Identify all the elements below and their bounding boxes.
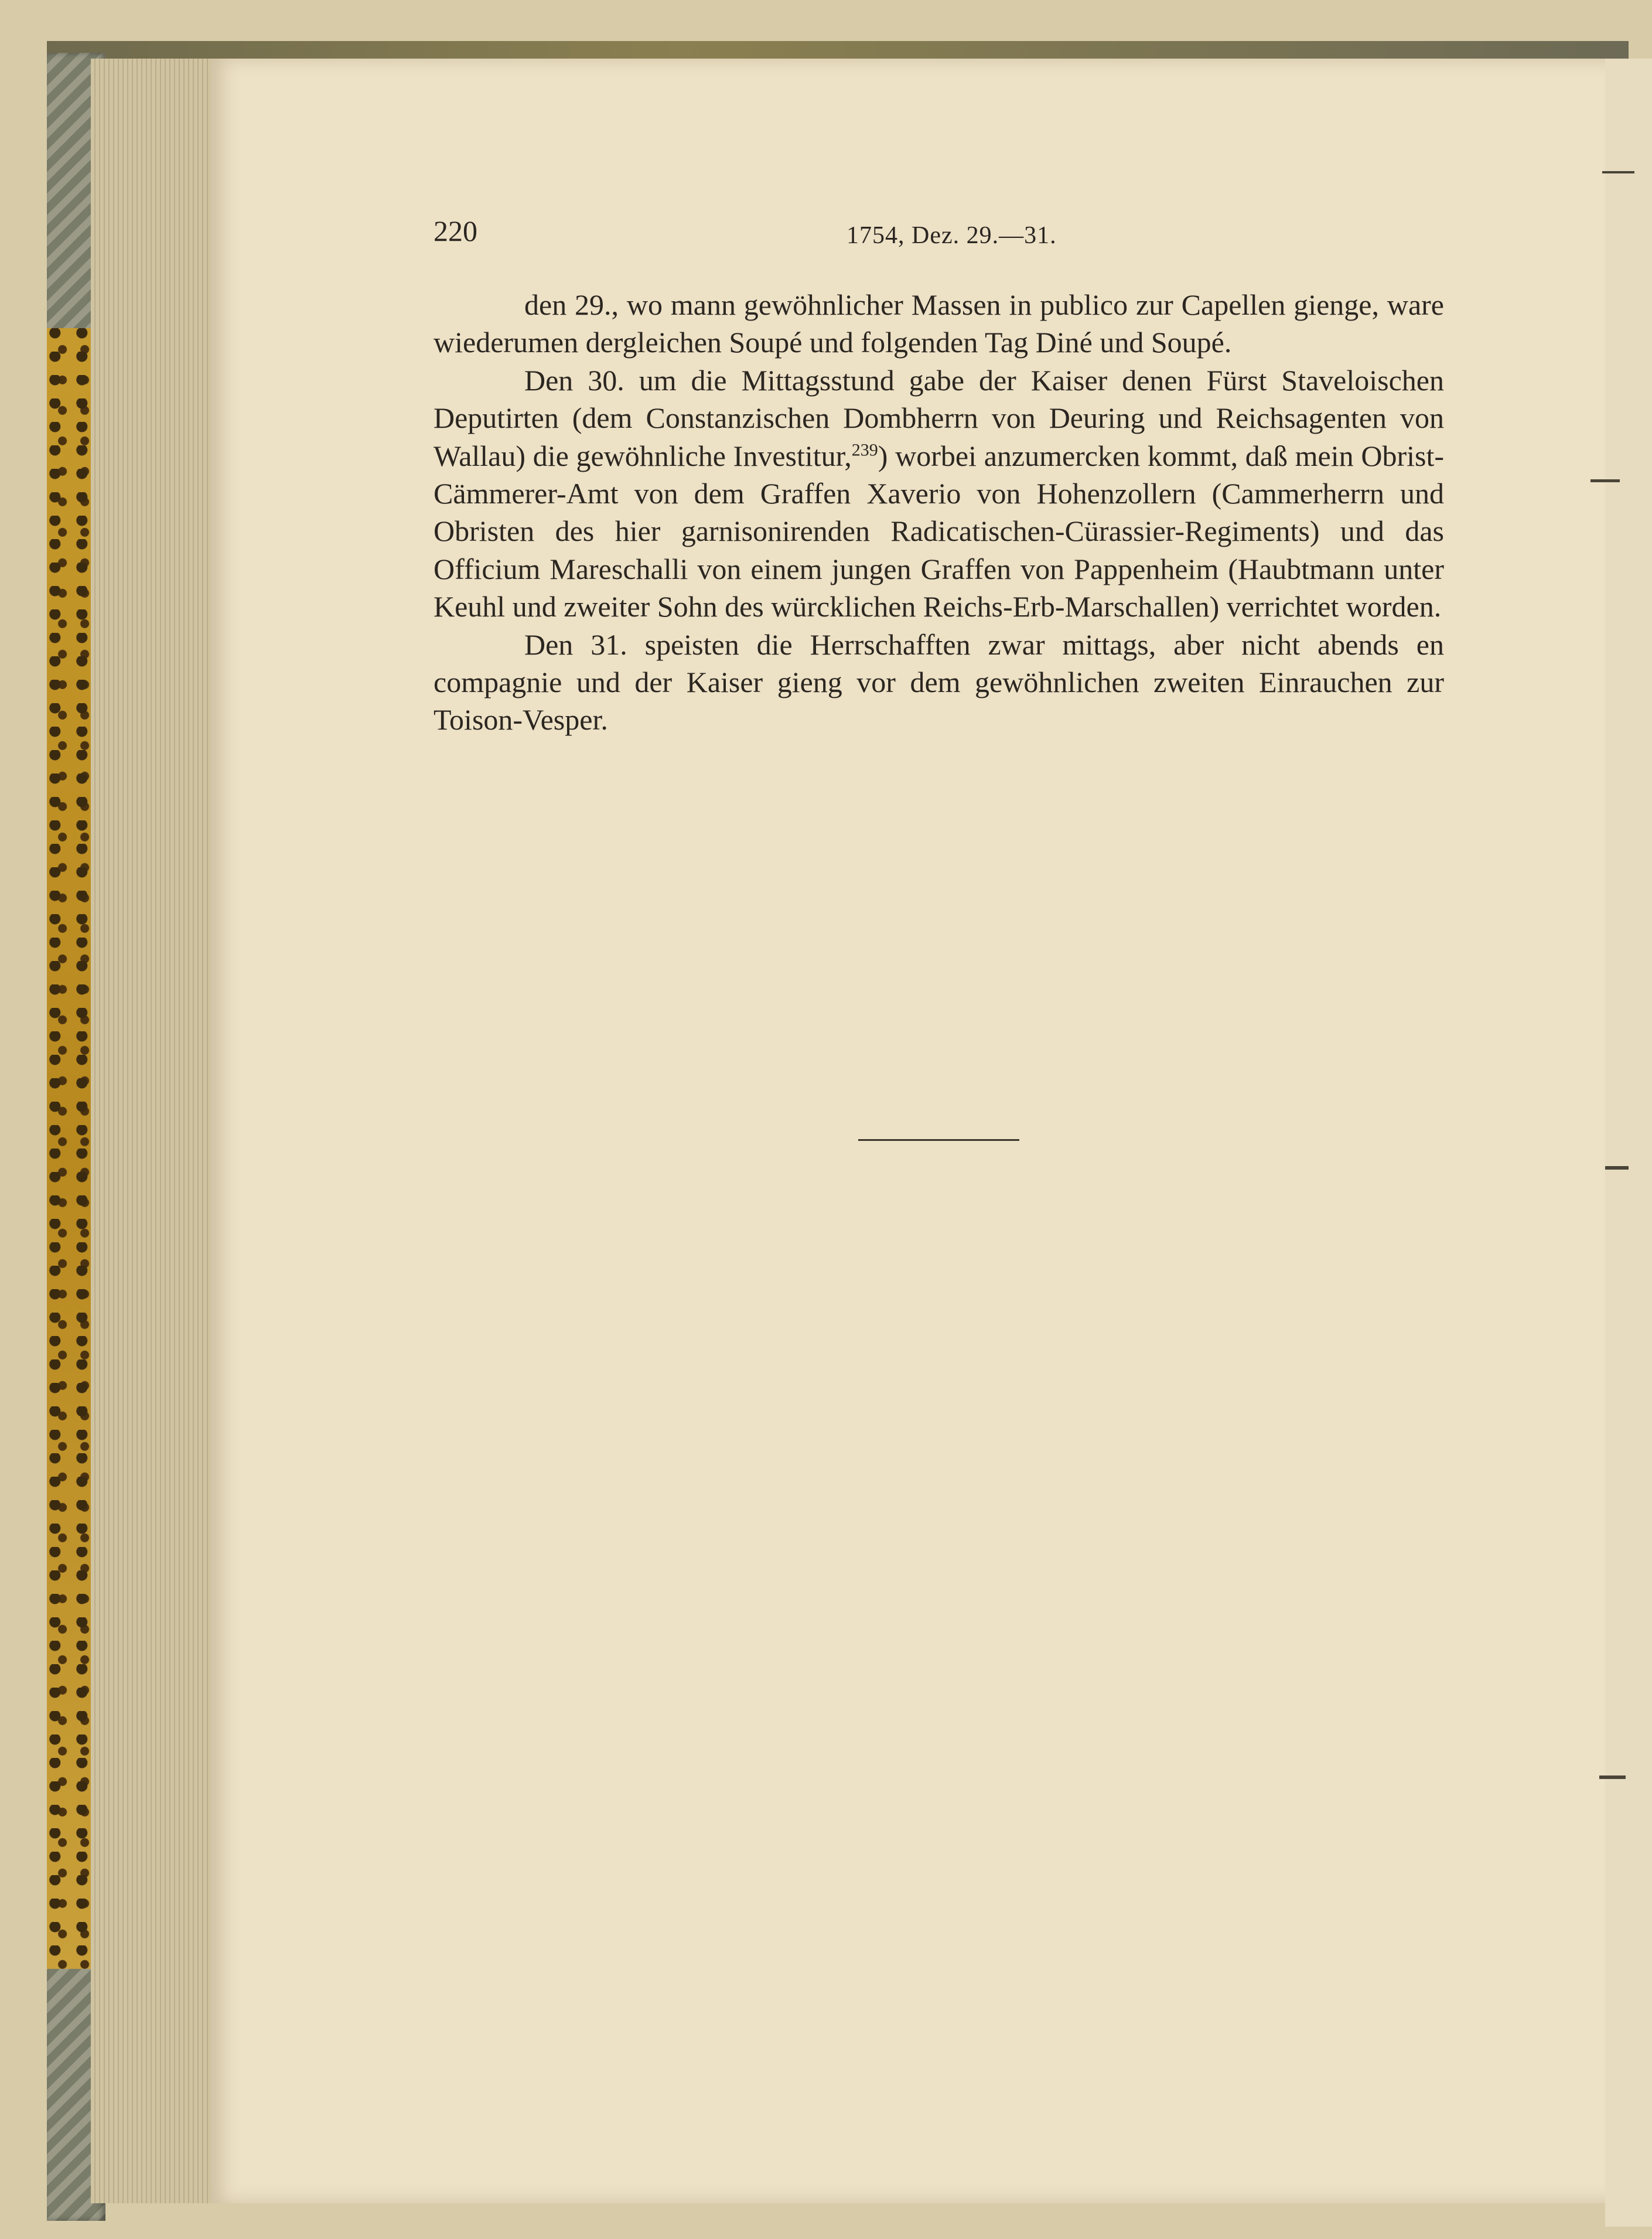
paragraph-2: Den 30. um die Mittagsstund gabe der Kaiser denen Fürst Staveloischen Deputirten (dem Constanzischen Dombherrn von Deuring und Reichsagenten von Wallau) die gewöhnliche Investitur,$^{239}$) worbei anzumercken kommt, daß mein Obrist-Cämmerer-Amt von dem Graffen Xaverio von Hohenzollern (Cammerherrn und Obristen des hier garnisonirenden Radicatischen-Cürassier-Regiments) und das Officium Mareschalli von einem jungen Graffen von Pappenheim (Haubtmann unter Keuhl und zweiter Sohn des würcklichen Reichs-Erb-Marschallen) verrichtet worden. xyxy=(434,363,1444,623)
body-text xyxy=(434,286,1444,739)
paragraph-3: Den 31. speisten die Herrschafften zwar mittags, aber nicht abends en compagnie und der Kaiser gieng vor dem gewöhnlichen zweiten Einrauchen zur Toison-Vesper. xyxy=(434,628,1444,737)
marbled-page-edge xyxy=(47,328,91,1969)
binding-mark xyxy=(1590,479,1620,482)
page-number: 220 xyxy=(434,214,477,247)
running-head: 1754, Dez. 29.—31. xyxy=(847,222,1057,249)
section-end-rule xyxy=(858,1139,1019,1141)
right-page-edge xyxy=(1605,59,1652,2227)
binding-mark xyxy=(1605,1166,1629,1170)
binding-mark xyxy=(1599,1775,1626,1779)
paragraph-1: den 29., wo mann gewöhnlicher Massen in publico zur Capellen gienge, ware wiederumen dergleichen Soupé und folgenden Tag Diné und Soupé. xyxy=(434,288,1444,359)
footnote-reference: 239 xyxy=(851,439,878,459)
binding-mark xyxy=(1602,171,1634,173)
page-stack-edges xyxy=(91,59,217,2203)
